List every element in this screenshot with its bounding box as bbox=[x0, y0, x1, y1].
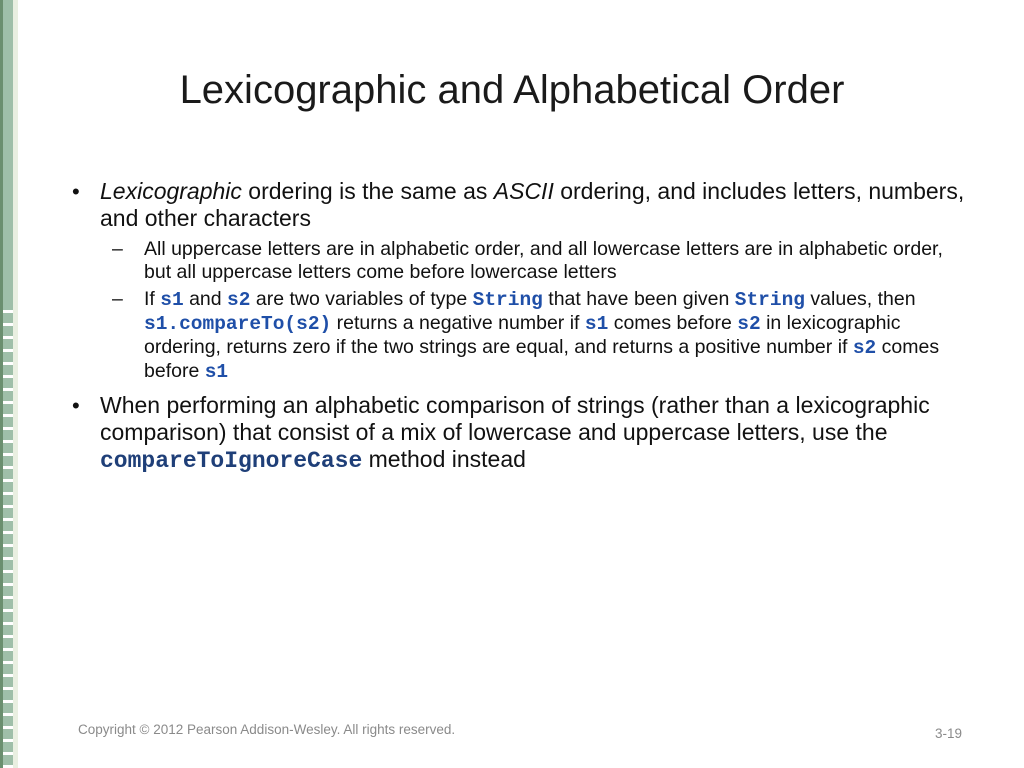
text: and bbox=[183, 288, 228, 310]
code-compare-ignore-case: compareToIgnoreCase bbox=[100, 448, 363, 474]
text: in lexicographic ordering, returns zero if the two strings are equal, and returns a positive number if bbox=[144, 312, 901, 358]
text: that have been given bbox=[542, 288, 735, 310]
lexicographic-term: Lexicographic bbox=[100, 178, 242, 204]
code-string-type: String bbox=[472, 289, 543, 311]
dash-marker: – bbox=[112, 288, 123, 310]
left-bar-ticks bbox=[3, 300, 13, 768]
slide-number: 3-19 bbox=[934, 726, 962, 741]
subbullet-text: All uppercase letters are in alphabetic order, and all lowercase letters are in alphabetic order, but all uppercase letters come before lowercase letters bbox=[144, 238, 943, 283]
bullet-lexicographic bbox=[72, 178, 972, 232]
text: If bbox=[144, 288, 161, 310]
code-s2: s2 bbox=[227, 289, 251, 311]
subbullet-uppercase bbox=[72, 238, 972, 284]
ascii-term: ASCII bbox=[493, 178, 554, 204]
bullet-alphabetic-comparison bbox=[72, 392, 972, 475]
text: values, then bbox=[805, 288, 916, 310]
code-compareto-call: s1.compareTo(s2) bbox=[144, 313, 332, 335]
footer-copyright: Copyright © 2012 Pearson Addison-Wesley. All rights reserved. bbox=[78, 722, 456, 737]
code-s1: s1 bbox=[204, 361, 229, 383]
left-decorative-bar bbox=[0, 0, 18, 768]
code-s2: s2 bbox=[737, 313, 761, 335]
bullet-marker: • bbox=[72, 179, 80, 204]
text: comes before bbox=[144, 336, 940, 382]
dash-marker: – bbox=[112, 238, 123, 260]
bullet-marker: • bbox=[72, 393, 80, 418]
text: are two variables of type bbox=[250, 288, 473, 310]
bullet-text: ordering is the same as bbox=[241, 178, 494, 204]
code-s1: s1 bbox=[160, 289, 184, 311]
code-s2: s2 bbox=[852, 337, 877, 359]
slide-title: Lexicographic and Alphabetical Order bbox=[179, 68, 845, 112]
text: returns a negative number if bbox=[331, 312, 585, 334]
subbullet-compareto bbox=[72, 288, 972, 384]
code-s1: s1 bbox=[584, 313, 609, 335]
bullet-text: When performing an alphabetic comparison of strings (rather than a lexicographic comparison) that consist of a mix of lowercase and uppercase letters, use the bbox=[100, 392, 930, 445]
bullet-text: method instead bbox=[362, 446, 526, 472]
code-string-type: String bbox=[734, 289, 805, 311]
slide-content bbox=[72, 178, 972, 481]
text: comes before bbox=[608, 312, 738, 334]
bullet-text: ordering, and includes letters, numbers, and other characters bbox=[100, 178, 965, 231]
